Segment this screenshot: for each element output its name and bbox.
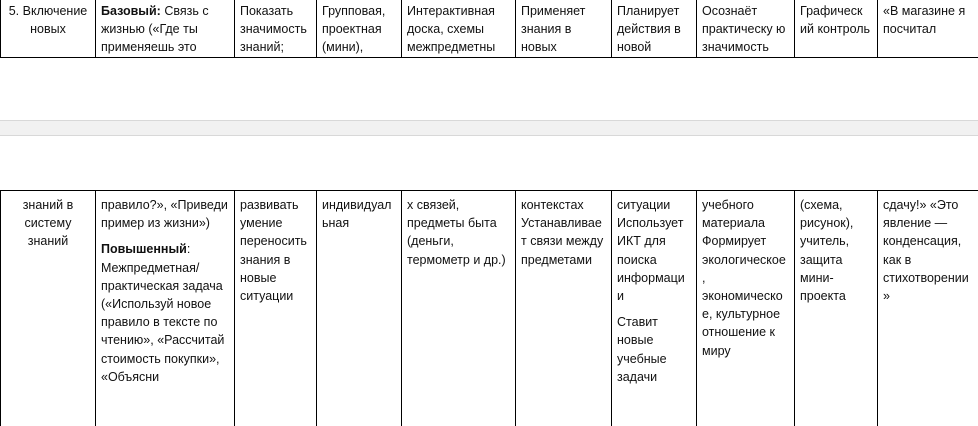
personal-results-text: Осознаёт практическу ю значимость: [702, 4, 786, 55]
table-cell-personal-results: [697, 191, 795, 426]
example-continued-text: сдачу!» «Это явление — конденсация, как в стихотворении»: [883, 198, 969, 304]
page-break-gap: [0, 120, 978, 136]
table-cell-goal: [235, 191, 317, 426]
subject-results-text: Применяет знания в новых: [521, 4, 586, 55]
tasks-basic-continued: правило?», «Приведи пример из жизни»): [101, 198, 228, 231]
table-cell-subject-results: [516, 0, 612, 57]
table-cell-stage: [1, 0, 96, 57]
table-cell-subject-results: [516, 191, 612, 426]
table-cell-personal-results: [697, 0, 795, 57]
means-continued-text: х связей, предметы быта (деньги, термометр и др.): [407, 198, 506, 267]
control-text: Графическ ий контроль: [800, 4, 871, 37]
document-page-bottom: [0, 136, 978, 426]
meta-results-text: Планирует действия в новой: [617, 4, 681, 55]
table-cell-tasks: [96, 0, 235, 57]
document-page-top: [0, 0, 978, 120]
subject-results-continued-text: контекстах Устанавливает связи между предметами: [521, 198, 604, 267]
table-cell-goal: [235, 0, 317, 57]
table-row: [1, 191, 978, 426]
form-text: Групповая, проектная (мини),: [322, 4, 386, 55]
basic-level-label: Базовый:: [101, 4, 161, 18]
table-cell-means: [402, 0, 516, 57]
table-cell-example: [878, 0, 978, 57]
table-cell-means: [402, 191, 516, 426]
tasks-text: Связь с жизнью («Где ты применяешь это: [101, 4, 209, 55]
table-cell-control: [795, 191, 878, 426]
table-cell-form: [317, 191, 402, 426]
table-cell-form: [317, 0, 402, 57]
goal-continued-text: развивать умение переносить знания в новые ситуации: [240, 198, 307, 304]
meta-results-new-tasks: Ставит новые учебные задачи: [617, 315, 667, 384]
table-cell-meta-results: [612, 0, 697, 57]
example-text: «В магазине я посчитал: [883, 4, 966, 37]
stage-continued-text: знаний в систему знаний: [22, 198, 74, 249]
personal-results-continued-text: учебного материала Формирует экологическое, экономическое, культурное отношение к миру: [702, 198, 786, 358]
tasks-advanced-text: : Межпредметная/практическая задача («Используй новое правило в тексте по чтению», «Рассчитай стоимость покупки», «Объясни: [101, 242, 225, 384]
control-continued-text: (схема, рисунок), учитель, защита мини-проекта: [800, 198, 854, 304]
table-cell-meta-results: [612, 191, 697, 426]
stage-text: 5. Включение новых: [8, 4, 88, 37]
advanced-level-label: Повышенный: [101, 242, 187, 257]
meta-results-continued-text: ситуации Использует ИКТ для поиска информации: [617, 198, 685, 304]
goal-text: Показать значимость знаний;: [240, 4, 307, 55]
table-cell-stage: [1, 191, 96, 426]
lesson-table-bottom-fragment: [0, 190, 978, 426]
form-continued-text: индивидуальная: [322, 198, 392, 231]
table-row: [1, 0, 978, 57]
lesson-table-top-fragment: [0, 0, 978, 58]
means-text: Интерактивная доска, схемы межпредметны: [407, 4, 496, 55]
table-cell-example: [878, 191, 978, 426]
tasks-advanced: [101, 240, 229, 386]
table-cell-tasks: [96, 191, 235, 426]
table-cell-control: [795, 0, 878, 57]
